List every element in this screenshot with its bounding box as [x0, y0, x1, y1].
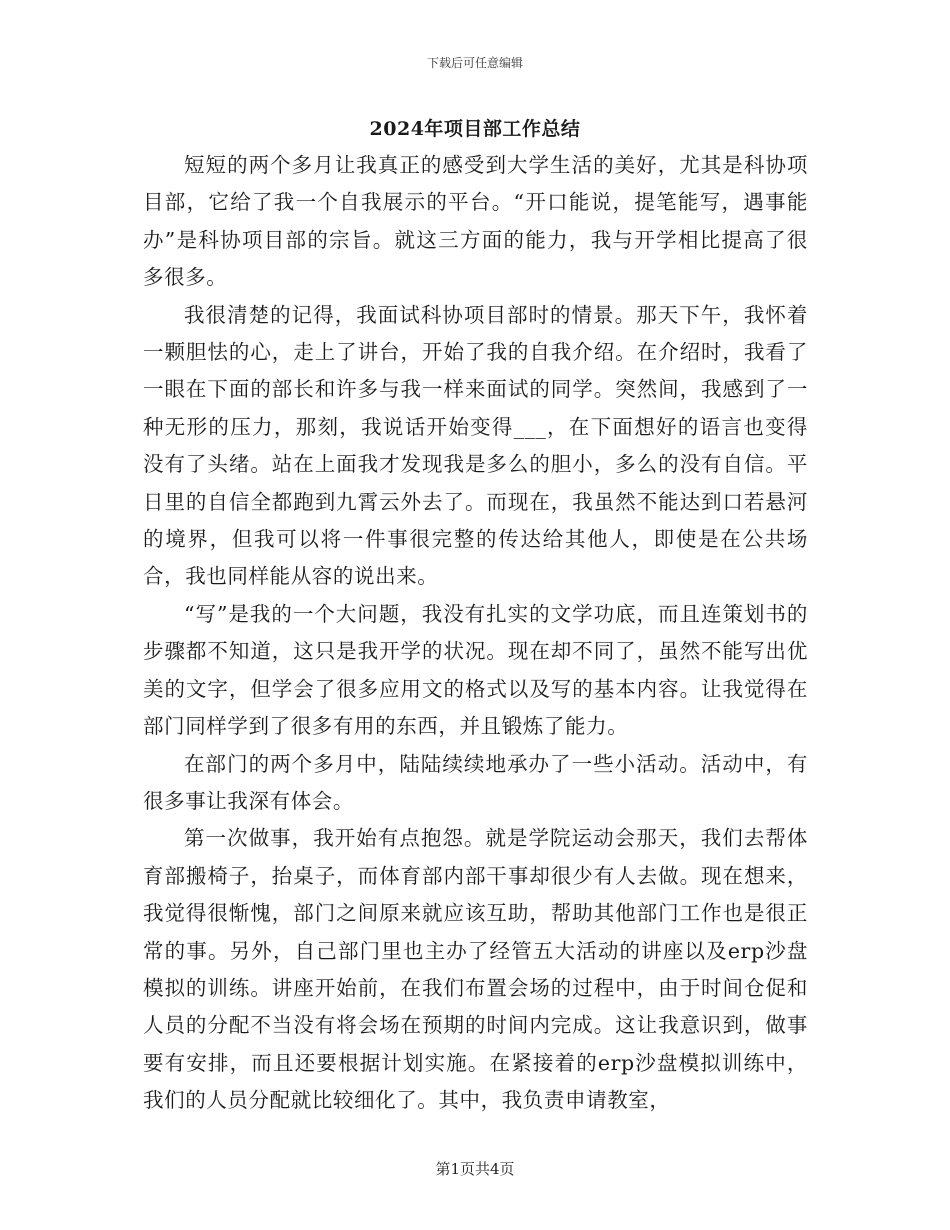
- paragraph-1: 短短的两个多月让我真正的感受到大学生活的美好，尤其是科协项目部，它给了我一个自我展示的平台。“开口能说，提笔能写，遇事能办”是科协项目部的宗旨。就这三方面的能力，我与开学相比提高了很多很多。: [143, 153, 808, 290]
- paragraph-5: 第一次做事，我开始有点抱怨。就是学院运动会那天，我们去帮体育部搬椅子，抬桌子，而体育部内部干事却很少有人去做。现在想来，我觉得很惭愧，部门之间原来就应该互助，帮助其他部门工作也是很正常的事。另外，自己部门里也主办了经管五大活动的讲座以及erp沙盘模拟的训练。讲座开始前，在我们布置会场的过程中，由于时间仓促和人员的分配不当没有将会场在预期的时间内完成。这让我意识到，做事要有安排，而且还要根据计划实施。在紧接着的erp沙盘模拟训练中，我们的人员分配就比较细化了。其中，我负责申请教室，: [143, 826, 808, 1113]
- page-indicator: 第1页共4页: [435, 1160, 515, 1178]
- paragraph-2: 我很清楚的记得，我面试科协项目部时的情景。那天下午，我怀着一颗胆怯的心，走上了讲台，开始了我的自我介绍。在介绍时，我看了一眼在下面的部长和许多与我一样来面试的同学。突然间，我感到了一种无形的压力，那刻，我说话开始变得___，在下面想好的语言也变得没有了头绪。站在上面我才发现我是多么的胆小，多么的没有自信。平日里的自信全都跑到九霄云外去了。而现在，我虽然不能达到口若悬河的境界，但我可以将一件事很完整的传达给其他人，即使是在公共场合，我也同样能从容的说出来。: [143, 302, 808, 589]
- header-note: 下载后可任意编辑: [426, 56, 523, 70]
- document-title: 2024年项目部工作总结: [369, 118, 581, 140]
- document-body: [143, 147, 808, 1120]
- paragraph-4: 在部门的两个多月中，陆陆续续地承办了一些小活动。活动中，有很多事让我深有体会。: [143, 751, 808, 813]
- paragraph-3: “写”是我的一个大问题，我没有扎实的文学功底，而且连策划书的步骤都不知道，这只是我开学的状况。现在却不同了，虽然不能写出优美的文字，但学会了很多应用文的格式以及写的基本内容。让我觉得在部门同样学到了很多有用的东西，并且锻炼了能力。: [143, 601, 808, 739]
